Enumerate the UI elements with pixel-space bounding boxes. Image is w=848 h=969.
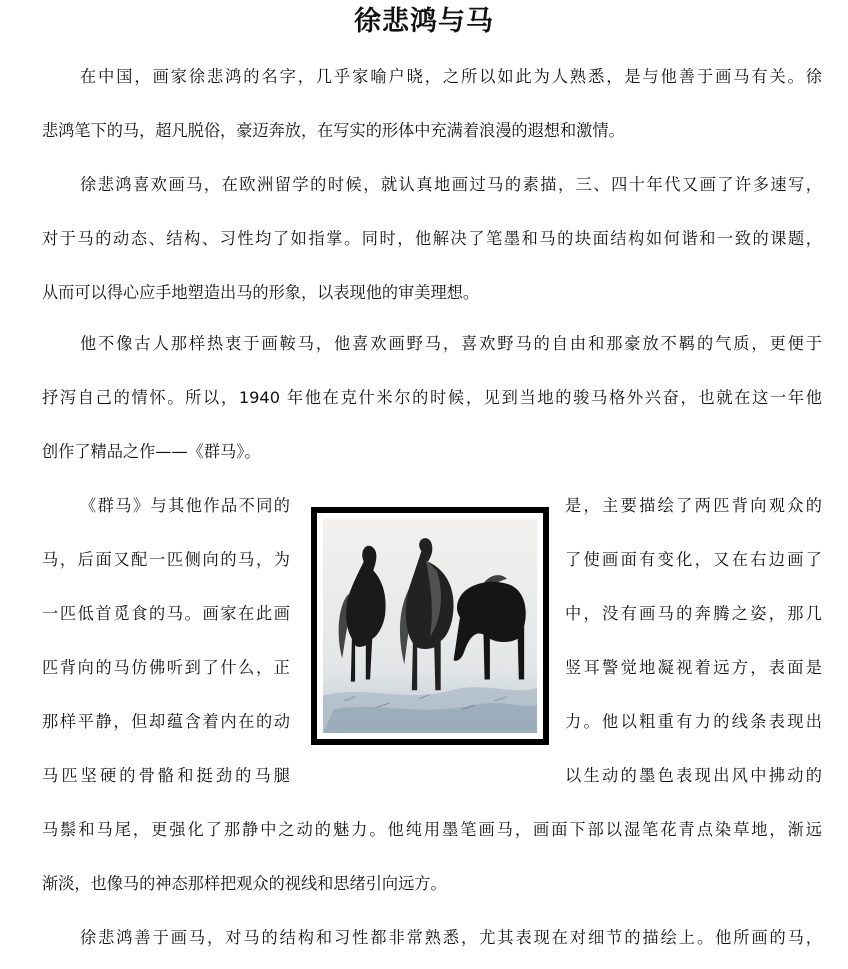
paragraph-line: 马鬃和马尾，更强化了那静中之动的魅力。他纯用墨笔画马，画面下部以湿笔花青点染草地，渐远 [42,820,822,839]
paragraph-line: 抒泻自己的情怀。所以，1940 年他在克什米尔的时候，见到当地的骏马格外兴奋，也就在这一年他 [42,388,822,407]
horse-painting-mat [317,513,543,739]
wrap-left-line: 马匹坚硬的骨骼和挺劲的马腿 [42,766,290,785]
paragraph-line: 创作了精品之作——《群马》。 [42,442,261,461]
paragraph-line: 他不像古人那样热衷于画鞍马，他喜欢画野马，喜欢野马的自由和那豪放不羁的气质，更便于 [80,334,822,353]
article-title: 徐悲鸿与马 [354,6,494,37]
horse-painting-image [323,519,537,733]
paragraph-line: 渐淡，也像马的神态那样把观众的视线和思绪引向远方。 [42,874,447,893]
wrap-right-line: 竖耳警觉地凝视着远方，表面是 [565,658,822,677]
wrap-right-line: 力。他以粗重有力的线条表现出 [565,712,822,731]
paragraph-line: 徐悲鸿善于画马，对马的结构和习性都非常熟悉，尤其表现在对细节的描绘上。他所画的马， [80,928,822,947]
paragraph-line: 悲鸿笔下的马，超凡脱俗，豪迈奔放，在写实的形体中充满着浪漫的遐想和激情。 [42,121,625,140]
wrap-right-line: 中，没有画马的奔腾之姿，那几 [565,604,822,623]
paragraph-line: 从而可以得心应手地塑造出马的形象，以表现他的审美理想。 [42,283,480,302]
wrap-right-line: 了使画面有变化，又在右边画了 [565,550,822,569]
paragraph-line: 徐悲鸿喜欢画马，在欧洲留学的时候，就认真地画过马的素描，三、四十年代又画了许多速写， [80,175,822,194]
wrap-left-line: 一匹低首觅食的马。画家在此画 [42,604,290,623]
paragraph-line: 对于马的动态、结构、习性均了如指掌。同时，他解决了笔墨和马的块面结构如何谐和一致的课题， [42,229,822,248]
wrap-left-line: 那样平静，但却蕴含着内在的动 [42,712,290,731]
horse-painting-frame [311,507,549,745]
wrap-right-line: 以生动的墨色表现出风中拂动的 [565,766,822,785]
wrap-left-line: 马，后面又配一匹侧向的马，为 [42,550,290,569]
paragraph-line: 在中国，画家徐悲鸿的名字，几乎家喻户晓，之所以如此为人熟悉，是与他善于画马有关。徐 [80,67,822,86]
wrap-right-line: 是，主要描绘了两匹背向观众的 [565,496,822,515]
wrap-left-line: 《群马》与其他作品不同的 [80,496,290,515]
wrap-left-line: 匹背向的马仿佛听到了什么，正 [42,658,290,677]
